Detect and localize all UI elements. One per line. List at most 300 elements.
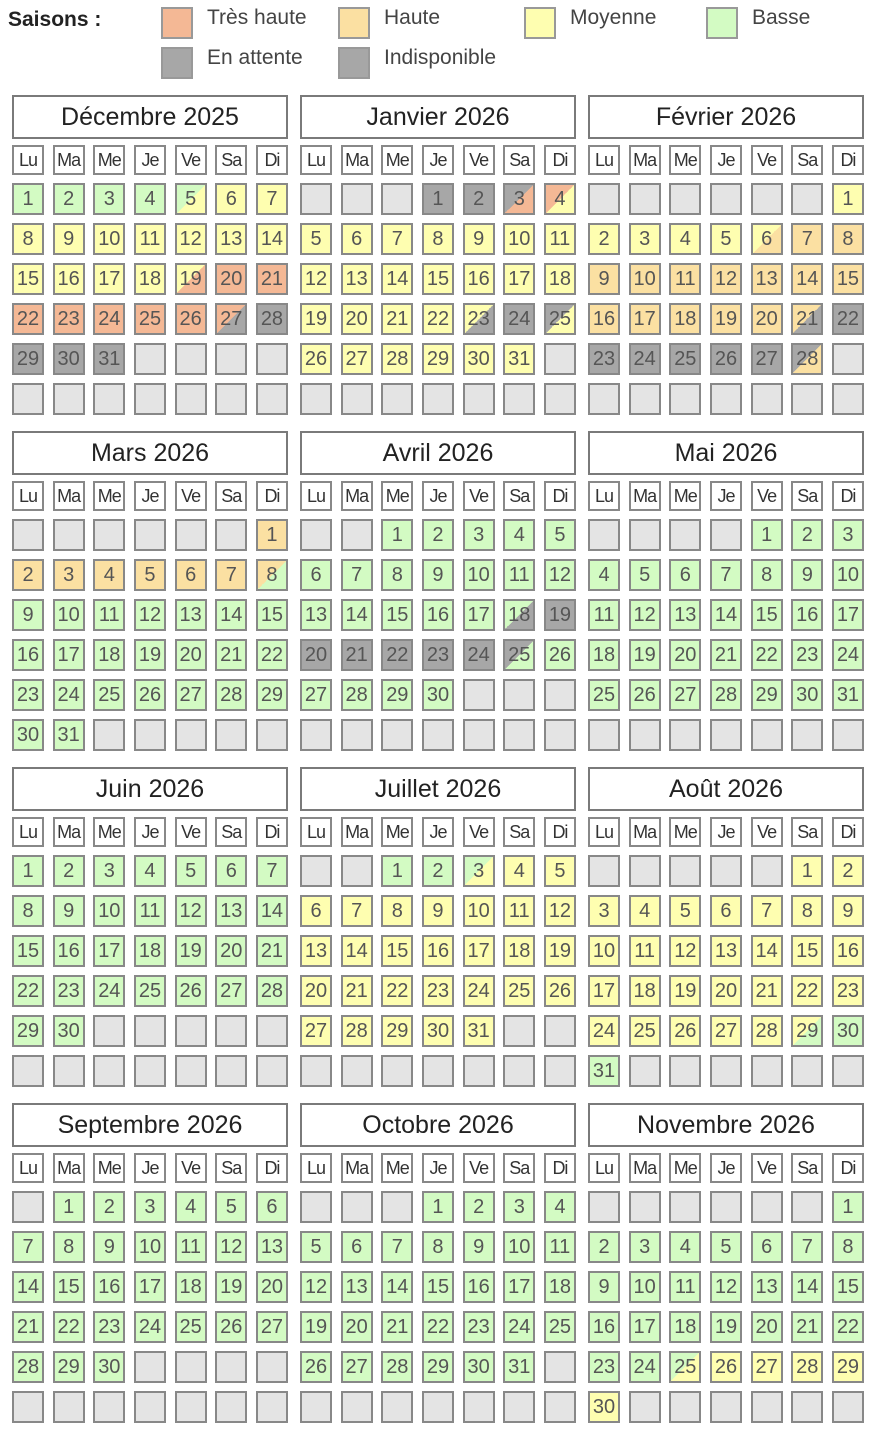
day-cell[interactable]: 23 xyxy=(93,1311,125,1343)
day-cell[interactable]: 16 xyxy=(12,639,44,671)
day-cell[interactable]: 15 xyxy=(12,263,44,295)
day-cell[interactable]: 19 xyxy=(134,639,166,671)
day-cell[interactable]: 16 xyxy=(53,263,85,295)
day-cell[interactable]: 24 xyxy=(93,975,125,1007)
day-cell[interactable]: 18 xyxy=(669,303,701,335)
day-cell[interactable]: 28 xyxy=(791,1351,823,1383)
day-cell[interactable]: 25 xyxy=(544,303,576,335)
day-cell[interactable]: 14 xyxy=(381,1271,413,1303)
day-cell[interactable]: 5 xyxy=(544,855,576,887)
day-cell[interactable]: 13 xyxy=(341,1271,373,1303)
day-cell[interactable]: 1 xyxy=(381,855,413,887)
day-cell[interactable]: 22 xyxy=(381,975,413,1007)
day-cell[interactable]: 19 xyxy=(175,935,207,967)
day-cell[interactable]: 4 xyxy=(93,559,125,591)
day-cell[interactable]: 5 xyxy=(710,1231,742,1263)
day-cell[interactable]: 19 xyxy=(629,639,661,671)
day-cell[interactable]: 31 xyxy=(53,719,85,751)
day-cell[interactable]: 30 xyxy=(463,1351,495,1383)
day-cell[interactable]: 28 xyxy=(341,1015,373,1047)
day-cell[interactable]: 25 xyxy=(93,679,125,711)
day-cell[interactable]: 18 xyxy=(93,639,125,671)
day-cell[interactable]: 4 xyxy=(588,559,620,591)
day-cell[interactable]: 6 xyxy=(175,559,207,591)
day-cell[interactable]: 3 xyxy=(503,183,535,215)
day-cell[interactable]: 7 xyxy=(256,855,288,887)
day-cell[interactable]: 19 xyxy=(710,303,742,335)
day-cell[interactable]: 23 xyxy=(791,639,823,671)
day-cell[interactable]: 1 xyxy=(381,519,413,551)
day-cell[interactable]: 4 xyxy=(134,183,166,215)
day-cell[interactable]: 10 xyxy=(629,263,661,295)
day-cell[interactable]: 2 xyxy=(588,223,620,255)
day-cell[interactable]: 31 xyxy=(503,1351,535,1383)
day-cell[interactable]: 20 xyxy=(341,303,373,335)
day-cell[interactable]: 12 xyxy=(710,1271,742,1303)
day-cell[interactable]: 12 xyxy=(300,263,332,295)
day-cell[interactable]: 14 xyxy=(215,599,247,631)
day-cell[interactable]: 10 xyxy=(629,1271,661,1303)
day-cell[interactable]: 21 xyxy=(256,935,288,967)
day-cell[interactable]: 24 xyxy=(629,343,661,375)
day-cell[interactable]: 23 xyxy=(588,343,620,375)
day-cell[interactable]: 5 xyxy=(175,183,207,215)
day-cell[interactable]: 25 xyxy=(503,639,535,671)
day-cell[interactable]: 1 xyxy=(751,519,783,551)
day-cell[interactable]: 22 xyxy=(256,639,288,671)
day-cell[interactable]: 12 xyxy=(544,559,576,591)
day-cell[interactable]: 8 xyxy=(381,559,413,591)
day-cell[interactable]: 15 xyxy=(832,1271,864,1303)
day-cell[interactable]: 5 xyxy=(669,895,701,927)
day-cell[interactable]: 3 xyxy=(93,183,125,215)
day-cell[interactable]: 23 xyxy=(463,1311,495,1343)
day-cell[interactable]: 24 xyxy=(463,975,495,1007)
day-cell[interactable]: 4 xyxy=(503,519,535,551)
day-cell[interactable]: 17 xyxy=(832,599,864,631)
day-cell[interactable]: 8 xyxy=(12,895,44,927)
day-cell[interactable]: 29 xyxy=(12,343,44,375)
day-cell[interactable]: 1 xyxy=(12,855,44,887)
day-cell[interactable]: 2 xyxy=(422,855,454,887)
day-cell[interactable]: 29 xyxy=(53,1351,85,1383)
day-cell[interactable]: 28 xyxy=(381,343,413,375)
day-cell[interactable]: 21 xyxy=(341,639,373,671)
day-cell[interactable]: 7 xyxy=(12,1231,44,1263)
day-cell[interactable]: 10 xyxy=(53,599,85,631)
day-cell[interactable]: 9 xyxy=(832,895,864,927)
day-cell[interactable]: 22 xyxy=(422,1311,454,1343)
day-cell[interactable]: 28 xyxy=(256,975,288,1007)
day-cell[interactable]: 4 xyxy=(669,1231,701,1263)
day-cell[interactable]: 3 xyxy=(134,1191,166,1223)
day-cell[interactable]: 7 xyxy=(256,183,288,215)
day-cell[interactable]: 30 xyxy=(53,343,85,375)
day-cell[interactable]: 16 xyxy=(588,303,620,335)
day-cell[interactable]: 26 xyxy=(175,303,207,335)
day-cell[interactable]: 12 xyxy=(175,223,207,255)
day-cell[interactable]: 3 xyxy=(463,855,495,887)
day-cell[interactable]: 22 xyxy=(381,639,413,671)
day-cell[interactable]: 3 xyxy=(629,1231,661,1263)
day-cell[interactable]: 13 xyxy=(300,599,332,631)
day-cell[interactable]: 6 xyxy=(300,559,332,591)
day-cell[interactable]: 25 xyxy=(669,343,701,375)
day-cell[interactable]: 9 xyxy=(53,223,85,255)
day-cell[interactable]: 24 xyxy=(134,1311,166,1343)
day-cell[interactable]: 5 xyxy=(300,1231,332,1263)
day-cell[interactable]: 6 xyxy=(256,1191,288,1223)
day-cell[interactable]: 17 xyxy=(503,263,535,295)
day-cell[interactable]: 15 xyxy=(751,599,783,631)
day-cell[interactable]: 27 xyxy=(215,303,247,335)
day-cell[interactable]: 8 xyxy=(256,559,288,591)
day-cell[interactable]: 5 xyxy=(175,855,207,887)
day-cell[interactable]: 16 xyxy=(463,263,495,295)
day-cell[interactable]: 2 xyxy=(53,183,85,215)
day-cell[interactable]: 17 xyxy=(134,1271,166,1303)
day-cell[interactable]: 22 xyxy=(832,303,864,335)
day-cell[interactable]: 1 xyxy=(53,1191,85,1223)
day-cell[interactable]: 26 xyxy=(175,975,207,1007)
day-cell[interactable]: 17 xyxy=(93,935,125,967)
day-cell[interactable]: 24 xyxy=(93,303,125,335)
day-cell[interactable]: 8 xyxy=(12,223,44,255)
day-cell[interactable]: 30 xyxy=(791,679,823,711)
day-cell[interactable]: 5 xyxy=(710,223,742,255)
day-cell[interactable]: 19 xyxy=(300,1311,332,1343)
day-cell[interactable]: 10 xyxy=(463,895,495,927)
day-cell[interactable]: 17 xyxy=(629,303,661,335)
day-cell[interactable]: 14 xyxy=(791,263,823,295)
day-cell[interactable]: 25 xyxy=(134,975,166,1007)
day-cell[interactable]: 7 xyxy=(381,1231,413,1263)
day-cell[interactable]: 6 xyxy=(341,223,373,255)
day-cell[interactable]: 3 xyxy=(463,519,495,551)
day-cell[interactable]: 5 xyxy=(134,559,166,591)
day-cell[interactable]: 28 xyxy=(12,1351,44,1383)
day-cell[interactable]: 30 xyxy=(53,1015,85,1047)
day-cell[interactable]: 26 xyxy=(300,1351,332,1383)
day-cell[interactable]: 9 xyxy=(422,559,454,591)
day-cell[interactable]: 24 xyxy=(503,303,535,335)
day-cell[interactable]: 22 xyxy=(422,303,454,335)
day-cell[interactable]: 20 xyxy=(175,639,207,671)
day-cell[interactable]: 10 xyxy=(503,223,535,255)
day-cell[interactable]: 19 xyxy=(175,263,207,295)
day-cell[interactable]: 2 xyxy=(93,1191,125,1223)
day-cell[interactable]: 24 xyxy=(588,1015,620,1047)
day-cell[interactable]: 24 xyxy=(832,639,864,671)
day-cell[interactable]: 25 xyxy=(588,679,620,711)
day-cell[interactable]: 9 xyxy=(422,895,454,927)
day-cell[interactable]: 4 xyxy=(175,1191,207,1223)
day-cell[interactable]: 17 xyxy=(503,1271,535,1303)
day-cell[interactable]: 7 xyxy=(710,559,742,591)
day-cell[interactable]: 30 xyxy=(422,1015,454,1047)
day-cell[interactable]: 4 xyxy=(544,183,576,215)
day-cell[interactable]: 30 xyxy=(463,343,495,375)
day-cell[interactable]: 7 xyxy=(341,895,373,927)
day-cell[interactable]: 11 xyxy=(93,599,125,631)
day-cell[interactable]: 20 xyxy=(300,975,332,1007)
day-cell[interactable]: 15 xyxy=(12,935,44,967)
day-cell[interactable]: 27 xyxy=(341,1351,373,1383)
day-cell[interactable]: 5 xyxy=(215,1191,247,1223)
day-cell[interactable]: 26 xyxy=(710,1351,742,1383)
day-cell[interactable]: 15 xyxy=(422,263,454,295)
day-cell[interactable]: 13 xyxy=(341,263,373,295)
day-cell[interactable]: 20 xyxy=(751,1311,783,1343)
day-cell[interactable]: 2 xyxy=(12,559,44,591)
day-cell[interactable]: 24 xyxy=(629,1351,661,1383)
day-cell[interactable]: 20 xyxy=(669,639,701,671)
day-cell[interactable]: 29 xyxy=(422,1351,454,1383)
day-cell[interactable]: 1 xyxy=(256,519,288,551)
day-cell[interactable]: 3 xyxy=(53,559,85,591)
day-cell[interactable]: 17 xyxy=(53,639,85,671)
day-cell[interactable]: 2 xyxy=(832,855,864,887)
day-cell[interactable]: 3 xyxy=(503,1191,535,1223)
day-cell[interactable]: 14 xyxy=(791,1271,823,1303)
day-cell[interactable]: 9 xyxy=(53,895,85,927)
day-cell[interactable]: 4 xyxy=(669,223,701,255)
day-cell[interactable]: 27 xyxy=(341,343,373,375)
day-cell[interactable]: 8 xyxy=(53,1231,85,1263)
day-cell[interactable]: 22 xyxy=(12,303,44,335)
day-cell[interactable]: 2 xyxy=(463,1191,495,1223)
day-cell[interactable]: 6 xyxy=(751,1231,783,1263)
day-cell[interactable]: 15 xyxy=(256,599,288,631)
day-cell[interactable]: 7 xyxy=(791,1231,823,1263)
day-cell[interactable]: 4 xyxy=(503,855,535,887)
day-cell[interactable]: 21 xyxy=(751,975,783,1007)
day-cell[interactable]: 29 xyxy=(791,1015,823,1047)
day-cell[interactable]: 17 xyxy=(588,975,620,1007)
day-cell[interactable]: 29 xyxy=(256,679,288,711)
day-cell[interactable]: 30 xyxy=(832,1015,864,1047)
day-cell[interactable]: 4 xyxy=(629,895,661,927)
day-cell[interactable]: 7 xyxy=(381,223,413,255)
day-cell[interactable]: 25 xyxy=(175,1311,207,1343)
day-cell[interactable]: 26 xyxy=(544,975,576,1007)
day-cell[interactable]: 14 xyxy=(341,935,373,967)
day-cell[interactable]: 7 xyxy=(791,223,823,255)
day-cell[interactable]: 14 xyxy=(12,1271,44,1303)
day-cell[interactable]: 28 xyxy=(381,1351,413,1383)
day-cell[interactable]: 23 xyxy=(12,679,44,711)
day-cell[interactable]: 3 xyxy=(629,223,661,255)
day-cell[interactable]: 30 xyxy=(93,1351,125,1383)
day-cell[interactable]: 14 xyxy=(256,895,288,927)
day-cell[interactable]: 13 xyxy=(215,223,247,255)
day-cell[interactable]: 5 xyxy=(629,559,661,591)
day-cell[interactable]: 30 xyxy=(588,1391,620,1423)
day-cell[interactable]: 27 xyxy=(300,1015,332,1047)
day-cell[interactable]: 27 xyxy=(175,679,207,711)
day-cell[interactable]: 12 xyxy=(629,599,661,631)
day-cell[interactable]: 15 xyxy=(381,599,413,631)
day-cell[interactable]: 18 xyxy=(544,1271,576,1303)
day-cell[interactable]: 26 xyxy=(629,679,661,711)
day-cell[interactable]: 9 xyxy=(588,1271,620,1303)
day-cell[interactable]: 14 xyxy=(751,935,783,967)
day-cell[interactable]: 23 xyxy=(53,975,85,1007)
day-cell[interactable]: 23 xyxy=(422,975,454,1007)
day-cell[interactable]: 8 xyxy=(751,559,783,591)
day-cell[interactable]: 3 xyxy=(832,519,864,551)
day-cell[interactable]: 14 xyxy=(710,599,742,631)
day-cell[interactable]: 20 xyxy=(341,1311,373,1343)
day-cell[interactable]: 16 xyxy=(832,935,864,967)
day-cell[interactable]: 25 xyxy=(544,1311,576,1343)
day-cell[interactable]: 6 xyxy=(341,1231,373,1263)
day-cell[interactable]: 19 xyxy=(669,975,701,1007)
day-cell[interactable]: 28 xyxy=(256,303,288,335)
day-cell[interactable]: 20 xyxy=(751,303,783,335)
day-cell[interactable]: 31 xyxy=(93,343,125,375)
day-cell[interactable]: 8 xyxy=(791,895,823,927)
day-cell[interactable]: 18 xyxy=(503,599,535,631)
day-cell[interactable]: 10 xyxy=(93,223,125,255)
day-cell[interactable]: 29 xyxy=(751,679,783,711)
day-cell[interactable]: 11 xyxy=(669,263,701,295)
day-cell[interactable]: 6 xyxy=(751,223,783,255)
day-cell[interactable]: 12 xyxy=(215,1231,247,1263)
day-cell[interactable]: 25 xyxy=(629,1015,661,1047)
day-cell[interactable]: 18 xyxy=(134,263,166,295)
day-cell[interactable]: 13 xyxy=(256,1231,288,1263)
day-cell[interactable]: 9 xyxy=(93,1231,125,1263)
day-cell[interactable]: 8 xyxy=(422,223,454,255)
day-cell[interactable]: 13 xyxy=(751,263,783,295)
day-cell[interactable]: 21 xyxy=(341,975,373,1007)
day-cell[interactable]: 13 xyxy=(669,599,701,631)
day-cell[interactable]: 17 xyxy=(93,263,125,295)
day-cell[interactable]: 26 xyxy=(134,679,166,711)
day-cell[interactable]: 27 xyxy=(710,1015,742,1047)
day-cell[interactable]: 23 xyxy=(53,303,85,335)
day-cell[interactable]: 16 xyxy=(53,935,85,967)
day-cell[interactable]: 10 xyxy=(134,1231,166,1263)
day-cell[interactable]: 21 xyxy=(381,1311,413,1343)
day-cell[interactable]: 12 xyxy=(134,599,166,631)
day-cell[interactable]: 27 xyxy=(300,679,332,711)
day-cell[interactable]: 26 xyxy=(544,639,576,671)
day-cell[interactable]: 13 xyxy=(175,599,207,631)
day-cell[interactable]: 17 xyxy=(629,1311,661,1343)
day-cell[interactable]: 21 xyxy=(256,263,288,295)
day-cell[interactable]: 19 xyxy=(544,599,576,631)
day-cell[interactable]: 24 xyxy=(463,639,495,671)
day-cell[interactable]: 8 xyxy=(832,1231,864,1263)
day-cell[interactable]: 17 xyxy=(463,599,495,631)
day-cell[interactable]: 22 xyxy=(53,1311,85,1343)
day-cell[interactable]: 31 xyxy=(503,343,535,375)
day-cell[interactable]: 20 xyxy=(215,935,247,967)
day-cell[interactable]: 27 xyxy=(751,343,783,375)
day-cell[interactable]: 25 xyxy=(669,1351,701,1383)
day-cell[interactable]: 30 xyxy=(422,679,454,711)
day-cell[interactable]: 12 xyxy=(710,263,742,295)
day-cell[interactable]: 15 xyxy=(381,935,413,967)
day-cell[interactable]: 27 xyxy=(751,1351,783,1383)
day-cell[interactable]: 11 xyxy=(175,1231,207,1263)
day-cell[interactable]: 1 xyxy=(791,855,823,887)
day-cell[interactable]: 2 xyxy=(463,183,495,215)
day-cell[interactable]: 11 xyxy=(544,223,576,255)
day-cell[interactable]: 7 xyxy=(751,895,783,927)
day-cell[interactable]: 21 xyxy=(791,303,823,335)
day-cell[interactable]: 3 xyxy=(588,895,620,927)
day-cell[interactable]: 22 xyxy=(791,975,823,1007)
day-cell[interactable]: 13 xyxy=(215,895,247,927)
day-cell[interactable]: 14 xyxy=(341,599,373,631)
day-cell[interactable]: 10 xyxy=(463,559,495,591)
day-cell[interactable]: 2 xyxy=(791,519,823,551)
day-cell[interactable]: 11 xyxy=(134,223,166,255)
day-cell[interactable]: 12 xyxy=(544,895,576,927)
day-cell[interactable]: 10 xyxy=(588,935,620,967)
day-cell[interactable]: 14 xyxy=(381,263,413,295)
day-cell[interactable]: 6 xyxy=(710,895,742,927)
day-cell[interactable]: 18 xyxy=(669,1311,701,1343)
day-cell[interactable]: 1 xyxy=(832,1191,864,1223)
day-cell[interactable]: 11 xyxy=(503,895,535,927)
day-cell[interactable]: 3 xyxy=(93,855,125,887)
day-cell[interactable]: 21 xyxy=(791,1311,823,1343)
day-cell[interactable]: 11 xyxy=(669,1271,701,1303)
day-cell[interactable]: 15 xyxy=(422,1271,454,1303)
day-cell[interactable]: 22 xyxy=(751,639,783,671)
day-cell[interactable]: 28 xyxy=(751,1015,783,1047)
day-cell[interactable]: 27 xyxy=(215,975,247,1007)
day-cell[interactable]: 24 xyxy=(503,1311,535,1343)
day-cell[interactable]: 16 xyxy=(422,599,454,631)
day-cell[interactable]: 22 xyxy=(832,1311,864,1343)
day-cell[interactable]: 25 xyxy=(134,303,166,335)
day-cell[interactable]: 23 xyxy=(832,975,864,1007)
day-cell[interactable]: 23 xyxy=(463,303,495,335)
day-cell[interactable]: 1 xyxy=(12,183,44,215)
day-cell[interactable]: 27 xyxy=(256,1311,288,1343)
day-cell[interactable]: 18 xyxy=(134,935,166,967)
day-cell[interactable]: 15 xyxy=(53,1271,85,1303)
day-cell[interactable]: 20 xyxy=(215,263,247,295)
day-cell[interactable]: 9 xyxy=(12,599,44,631)
day-cell[interactable]: 11 xyxy=(503,559,535,591)
day-cell[interactable]: 11 xyxy=(588,599,620,631)
day-cell[interactable]: 28 xyxy=(791,343,823,375)
day-cell[interactable]: 20 xyxy=(710,975,742,1007)
day-cell[interactable]: 26 xyxy=(215,1311,247,1343)
day-cell[interactable]: 21 xyxy=(710,639,742,671)
day-cell[interactable]: 22 xyxy=(12,975,44,1007)
day-cell[interactable]: 6 xyxy=(669,559,701,591)
day-cell[interactable]: 31 xyxy=(588,1055,620,1087)
day-cell[interactable]: 21 xyxy=(12,1311,44,1343)
day-cell[interactable]: 17 xyxy=(463,935,495,967)
day-cell[interactable]: 15 xyxy=(832,263,864,295)
day-cell[interactable]: 21 xyxy=(215,639,247,671)
day-cell[interactable]: 26 xyxy=(300,343,332,375)
day-cell[interactable]: 14 xyxy=(256,223,288,255)
day-cell[interactable]: 9 xyxy=(588,263,620,295)
day-cell[interactable]: 18 xyxy=(503,935,535,967)
day-cell[interactable]: 12 xyxy=(300,1271,332,1303)
day-cell[interactable]: 26 xyxy=(710,343,742,375)
day-cell[interactable]: 30 xyxy=(12,719,44,751)
